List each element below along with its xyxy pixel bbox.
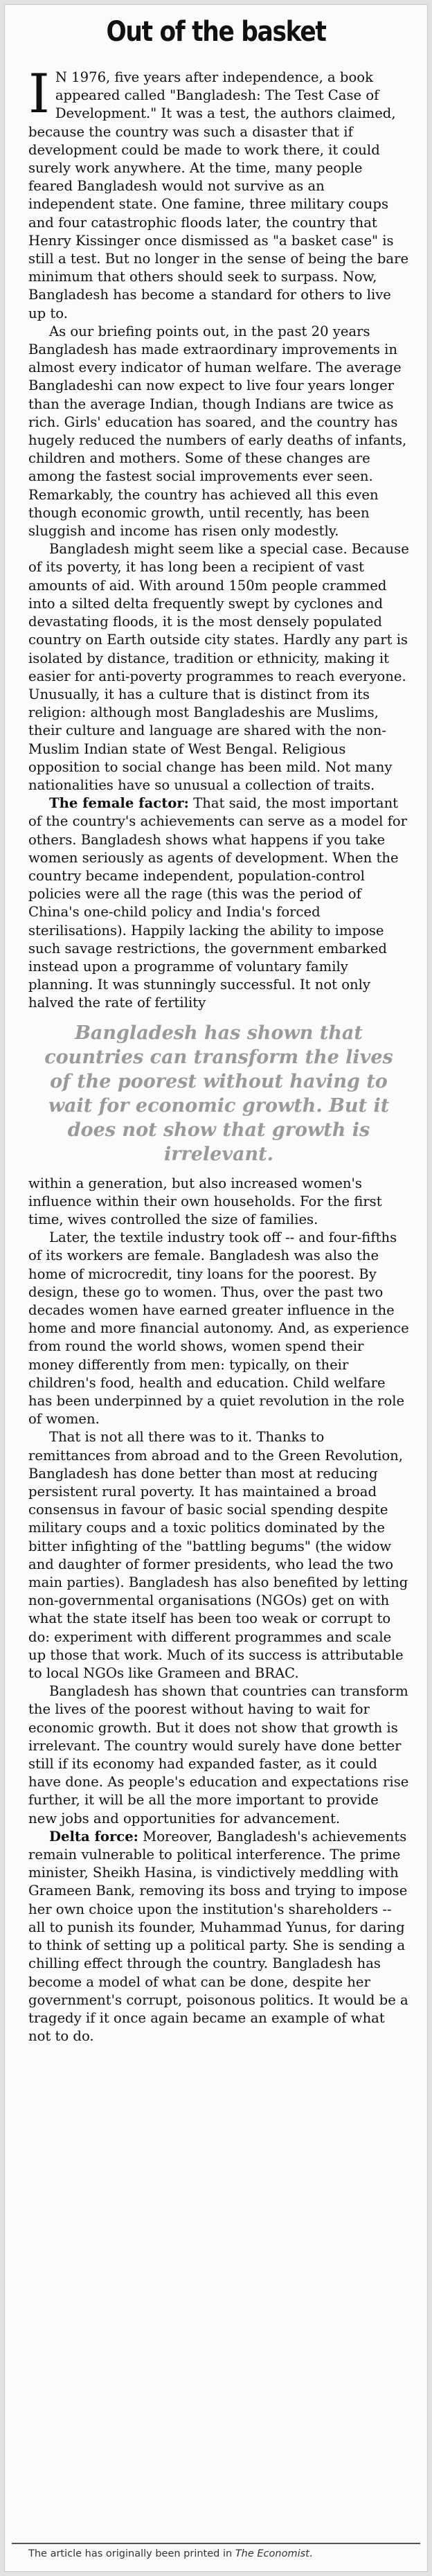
subhead-female-factor: The female factor: xyxy=(49,795,189,812)
subhead-delta-force: Delta force: xyxy=(49,1828,138,1845)
drop-cap: I xyxy=(28,63,50,125)
paragraph-1 xyxy=(28,63,409,323)
paragraph-4-text: That said, the most important of the country's achievements can serve as a model for others. Bangladesh shows what happens if you take women seriously as agents of development. When the country became independent, population-control policies were all the rage (this was the period of China's one-child policy and India's forced sterilisations). Happily lacking the ability to impose such savage restrictions, the government embarked instead upon a programme of voluntary family planning. It was stunningly successful. It not only halved the rate of fertility xyxy=(28,795,408,1011)
paragraph-4-continued: within a generation, but also increased women's influence within their own households. For the first time, wives controlled the size of families. xyxy=(28,1175,382,1227)
credit-source: The Economist xyxy=(235,2548,309,2559)
paragraph-7: Bangladesh has shown that countries can transform the lives of the poorest without having to wait for economic growth. But it does not show that growth is irrelevant. The country would surely have done better still if its economy had expanded faster, as it could have done. As people's education and expectations rise further, it will be all the more important to provide new jobs and opportunities for advancement. xyxy=(28,1683,409,1827)
article-title: Out of the basket xyxy=(106,16,326,48)
paragraph-8-text: Moreover, Bangladesh's achievements remain vulnerable to political interference. The prime minister, Sheikh Hasina, is vindictively meddling with Grameen Bank, removing its boss and trying to impose her own choice upon the institution's shareholders -- all to punish its founder, Muhammad Yunus, for daring to think of setting up a political party. She is sending a chilling effect through the country. Bangladesh has become a model of what can be done, despite her government's corrupt, poisonous politics. It would be a tragedy if it once again became an example of what not to do. xyxy=(28,1828,408,2045)
paragraph-4 xyxy=(28,794,409,1012)
paragraph-6: That is not all there was to it. Thanks to remittances from abroad and to the Green Revolution, Bangladesh has done better than most at reducing persistent rural poverty. It has maintained a broad consensus in favour of basic social spending despite military coups and a toxic politics dominated by the bitter infighting of the "battling begums" (the widow and daughter of former presidents, who lead the two main parties). Bangladesh has also benefited by letting non-governmental organisations (NGOs) get on with what the state itself has been too weak or corrupt to do: experiment with different programmes and scale up those that work. Much of its success is attributable to local NGOs like Grameen and BRAC. xyxy=(28,1429,408,1682)
credit-divider xyxy=(12,2543,420,2544)
paragraph-8 xyxy=(28,1828,409,2045)
paragraph-1-text: N 1976, five years after independence, a book appeared called "Bangladesh: The Test Case of Development." It was a test, the authors claimed, because the country was such a disaster that if development could be made to work there, it could surely work anywhere. At the time, many people feared Bangladesh would not survive as an independent state. One famine, three military coups and four catastrophic floods later, the country that Henry Kissinger once dismissed as "a basket case" is still a test. But no longer in the sense of being the bare minimum that others should seek to surpass. Now, Bangladesh has become a standard for others to live up to. xyxy=(28,69,409,321)
credit-suffix: . xyxy=(309,2548,313,2559)
pull-quote: Bangladesh has shown that countries can transform the lives of the poorest without having to wait for economic growth. But it does not show that growth is irrelevant. xyxy=(44,1022,393,1165)
article-credit xyxy=(28,2548,312,2559)
paragraph-5: Later, the textile industry took off -- and four-fifths of its workers are female. Bangladesh was also the home of microcredit, tiny loans for the poorest. By design, these go to women. Thus, over the past two decades women have earned greater influence in the home and more financial autonomy. And, as experience from round the world shows, women spend their money differently from men: typically, on their children's food, health and education. Child welfare has been underpinned by a quiet revolution in the role of women. xyxy=(28,1229,409,1428)
paragraph-2: As our briefing points out, in the past 20 years Bangladesh has made extraordinary improvements in almost every indicator of human welfare. The average Bangladeshi can now expect to live four years longer than the average Indian, though Indians are twice as rich. Girls' education has soared, and the country has hugely reduced the numbers of early deaths of infants, children and mothers. Some of these changes are among the fastest social improvements ever seen. Remarkably, the country has achieved all this even though economic growth, until recently, has been sluggish and income has risen only modestly. xyxy=(28,323,407,540)
article-page xyxy=(4,4,428,2572)
article-body xyxy=(28,63,409,2045)
paragraph-3: Bangladesh might seem like a special case. Because of its poverty, it has long been a recipient of vast amounts of aid. With around 150m people crammed into a silted delta frequently swept by cyclones and devastating floods, it is the most densely populated country on Earth outside city states. Hardly any part is isolated by distance, tradition or ethnicity, making it easier for anti-poverty programmes to reach everyone. Unusually, it has a culture that is distinct from its religion: although most Bangladeshis are Muslims, their culture and language are shared with the non-Muslim Indian state of West Bengal. Religious opposition to social change has been mild. Not many nationalities have so unusual a collection of traits. xyxy=(28,541,409,793)
credit-prefix: The article has originally been printed in xyxy=(28,2548,235,2559)
